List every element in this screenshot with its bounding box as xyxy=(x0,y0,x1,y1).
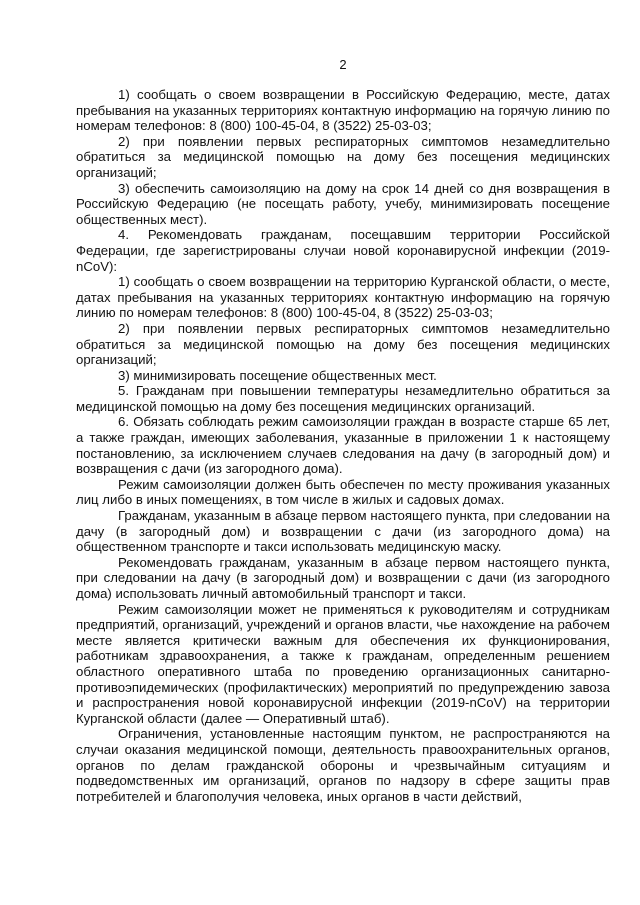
paragraph-2-seek-medical-help: 2) при появлении первых респираторных симптомов незамедлительно обратиться за медицинской помощью на дому без посещения медицинских организаций; xyxy=(76,133,610,180)
document-body xyxy=(76,87,610,804)
paragraph-4-2-seek-medical-help: 2) при появлении первых респираторных симптомов незамедлительно обратиться за медицинской помощью на дому без посещения медицинских организаций; xyxy=(76,320,610,368)
paragraph-4-1-report-return: 1) сообщать о своем возвращении на территорию Курганской области, о месте, датах пребывания на указанных территориях контактную информацию на горячую линию по номерам телефонов: 8 (800) 100-45-04, 8 (3522) 25-03-03; xyxy=(76,274,610,321)
paragraph-item-5: 5. Гражданам при повышении температуры незамедлительно обратиться за медицинской помощью на дому без посещения медицинских организаций. xyxy=(76,383,610,414)
page-number: 2 xyxy=(339,57,347,72)
document-page xyxy=(76,56,610,804)
paragraph-4-3-minimize-visits: 3) минимизировать посещение общественных мест. xyxy=(118,367,437,383)
paragraph-personal-transport: Рекомендовать гражданам, указанным в абзаце первом настоящего пункта, при следовании на дачу (в загородный дом) и возвращении с дачи (из загородного дома) использовать личный автомобильный транспорт и такси. xyxy=(76,554,610,601)
paragraph-isolation-place: Режим самоизоляции должен быть обеспечен по месту проживания указанных лиц либо в иных помещениях, в том числе в жилых и садовых домах. xyxy=(76,476,610,508)
paragraph-1-report-return: 1) сообщать о своем возвращении в Российскую Федерацию, месте, датах пребывания на указанных территориях контактную информацию на горячую линию по номерам телефонов: 8 (800) 100-45-04, 8 (3522) 25-03-03; xyxy=(76,87,610,134)
paragraph-isolation-exemptions: Режим самоизоляции может не применяться к руководителям и сотрудникам предприятий, организаций, учреждений и органов власти, чье нахождение на рабочем месте является критически важным для обеспечения их функционирования, работникам здравоохранения, а также к гражданам, определенным решением областного оперативного штаба по проведению организационных санитарно-противоэпидемических (профилактических) мероприятий по предупреждению завоза и распространения новой коронавирусной инфекции (2019-nCoV) на территории Курганской области (далее — Оперативный штаб). xyxy=(76,601,610,726)
paragraph-3-self-isolation: 3) обеспечить самоизоляцию на дому на срок 14 дней со дня возвращения в Российскую Федерацию (не посещать работу, учебу, минимизировать посещение общественных мест). xyxy=(76,180,610,227)
paragraph-restriction-exceptions: Ограничения, установленные настоящим пунктом, не распространяются на случаи оказания медицинской помощи, деятельность правоохранительных органов, органов по делам гражданской обороны и чрезвычайным ситуациям и подведомственных им организаций, органов по надзору в сфере защиты прав потребителей и благополучия человека, иных органов в части действий, xyxy=(76,726,610,804)
paragraph-item-6: 6. Обязать соблюдать режим самоизоляции граждан в возрасте старше 65 лет, а также граждан, имеющих заболевания, указанные в приложении 1 к настоящему постановлению, за исключением случаев следования на дачу (в загородный дом) и возвращения с дачи (из загородного дома). xyxy=(76,414,610,477)
paragraph-item-4: 4. Рекомендовать гражданам, посещавшим территории Российской Федерации, где зарегистрированы случаи новой коронавирусной инфекции (2019-nCoV): xyxy=(76,227,610,274)
paragraph-mask-transport: Гражданам, указанным в абзаце первом настоящего пункта, при следовании на дачу (в загородный дом) и возвращении с дачи (из загородного дома) на общественном транспорте и такси использовать медицинскую маску. xyxy=(76,508,610,555)
